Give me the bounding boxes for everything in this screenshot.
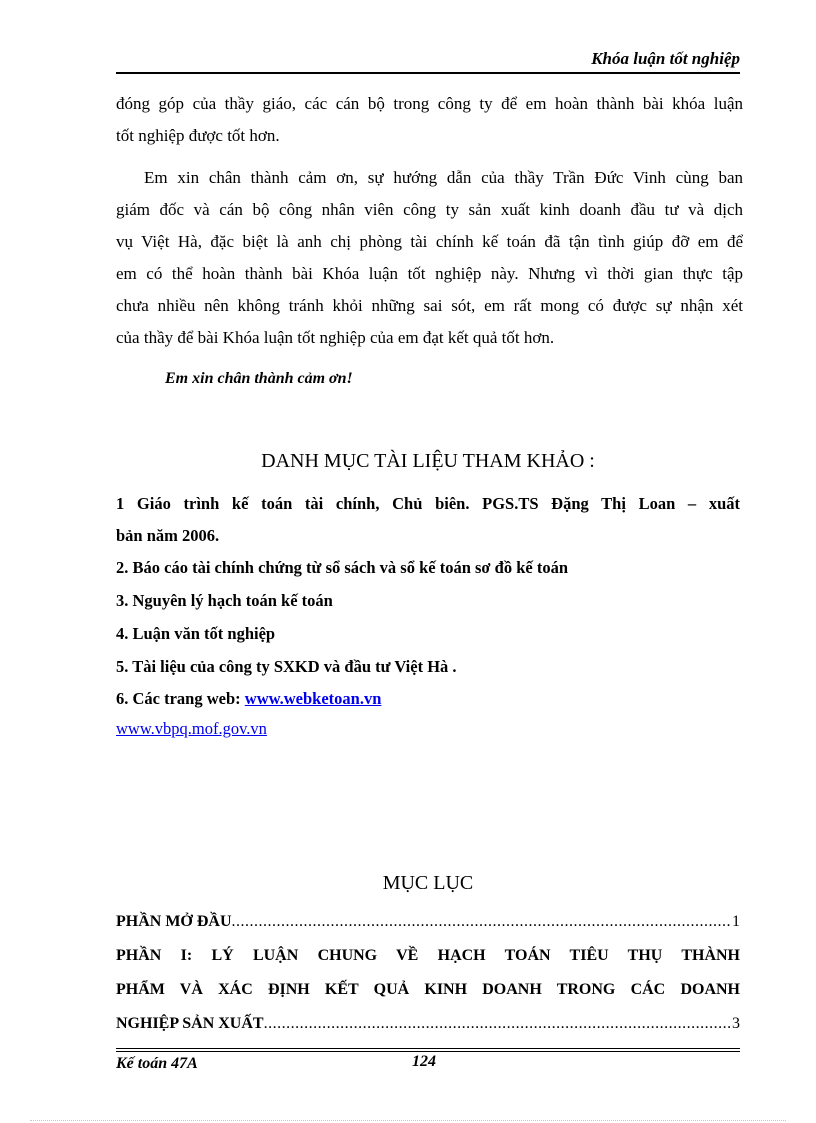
webketoan-link[interactable]: www.webketoan.vn <box>244 689 382 708</box>
footer-left-text: Kế toán 47A <box>116 1055 198 1072</box>
toc-entry-label: PHẦN MỞ ĐẦU <box>116 913 232 930</box>
ack-line: Em xin chân thành cảm ơn, sự hướng dẫn của thầy Trần Đức Vinh cùng ban <box>144 168 743 187</box>
ack-line: chưa nhiều nên không tránh khỏi những sai sót, em rất mong có được sự nhận xét <box>116 296 743 315</box>
toc-title: MỤC LỤC <box>382 872 474 894</box>
footer-rule <box>116 1051 740 1052</box>
toc-leader <box>232 905 730 939</box>
toc-leader <box>264 1007 730 1041</box>
header-rule <box>116 72 740 74</box>
reference-item-6-label: 6. Các trang web: <box>116 689 245 708</box>
header-title: Khóa luận tốt nghiệp <box>591 49 740 68</box>
page-bottom-edge <box>30 1120 786 1121</box>
ack-line: vụ Việt Hà, đặc biệt là anh chị phòng tài chính kế toán đã tận tình giúp đỡ em để <box>116 232 743 251</box>
reference-item-2: 2. Báo cáo tài chính chứng từ sổ sách và sổ kế toán sơ đồ kế toán <box>116 558 569 577</box>
toc-entry-label: NGHIỆP SẢN XUẤT <box>116 1015 264 1032</box>
toc-entry-label: PHẦN I: LÝ LUẬN CHUNG VỀ HẠCH TOÁN TIÊU THỤ THÀNH <box>116 947 740 964</box>
reference-item-3: 3. Nguyên lý hạch toán kế toán <box>116 591 333 610</box>
reference-item-6 <box>116 683 740 715</box>
reference-item-1-cont: bản năm 2006. <box>116 526 220 545</box>
toc-entry[interactable] <box>116 939 740 1041</box>
ack-line: em có thể hoàn thành bài Khóa luận tốt nghiệp này. Nhưng vì thời gian thực tập <box>116 264 743 283</box>
vbpq-link[interactable]: www.vbpq.mof.gov.vn <box>116 719 267 738</box>
reference-item-1: 1 Giáo trình kế toán tài chính, Chủ biên. PGS.TS Đặng Thị Loan – xuất <box>116 494 740 513</box>
intro-line: tốt nghiệp được tốt hơn. <box>116 126 280 145</box>
intro-paragraph <box>116 88 743 152</box>
acknowledgement-paragraph <box>116 162 743 354</box>
references-title: DANH MỤC TÀI LIỆU THAM KHẢO : <box>261 450 595 472</box>
table-of-contents <box>116 905 740 1041</box>
toc-entry-page: 3 <box>732 1015 740 1032</box>
toc-entry[interactable] <box>116 905 740 939</box>
toc-entry-page: 1 <box>732 913 740 930</box>
reference-item-4: 4. Luận văn tốt nghiệp <box>116 624 276 643</box>
reference-item-5: 5. Tài liệu của công ty SXKD và đầu tư Việt Hà . <box>116 657 457 676</box>
ack-line: của thầy để bài Khóa luận tốt nghiệp của em đạt kết quả tốt hơn. <box>116 328 555 347</box>
footer-rule <box>116 1048 740 1049</box>
ack-line: giám đốc và cán bộ công nhân viên công ty sản xuất kinh doanh đầu tư và dịch <box>116 200 743 219</box>
toc-entry-label: PHẨM VÀ XÁC ĐỊNH KẾT QUẢ KINH DOANH TRONG CÁC DOANH <box>116 981 740 998</box>
intro-line: đóng góp của thầy giáo, các cán bộ trong công ty để em hoàn thành bài khóa luận <box>116 94 743 113</box>
page-number: 124 <box>412 1053 436 1070</box>
closing-thanks: Em xin chân thành cảm ơn! <box>165 370 353 387</box>
